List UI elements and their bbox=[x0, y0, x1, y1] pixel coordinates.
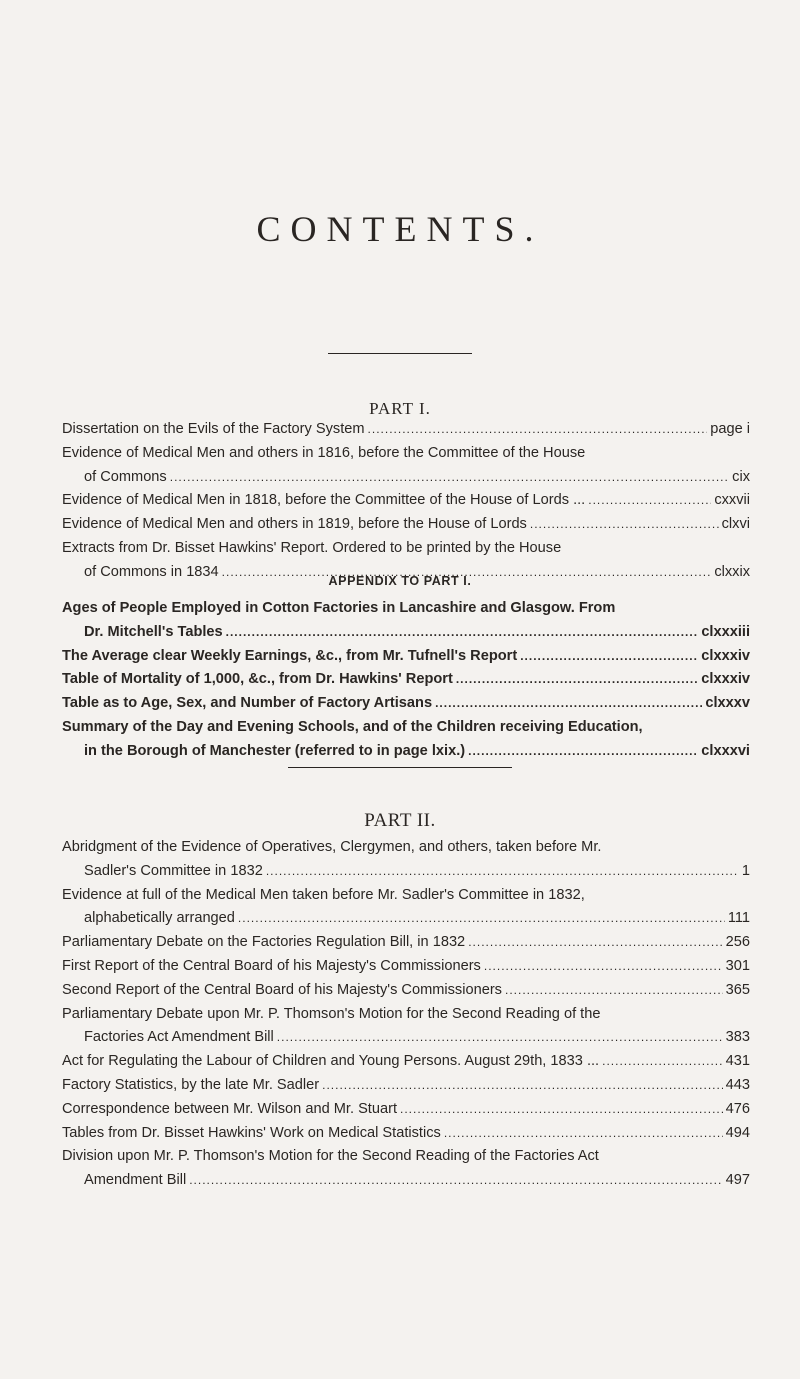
toc-page-number: 301 bbox=[725, 957, 750, 974]
dot-leader bbox=[322, 1074, 723, 1098]
part2-heading: PART II. bbox=[364, 810, 436, 831]
toc-entry-line bbox=[62, 1050, 750, 1074]
dot-leader bbox=[266, 860, 739, 884]
dot-leader bbox=[189, 1169, 722, 1193]
toc-entry-text: of Commons bbox=[84, 468, 167, 485]
toc-entry-line bbox=[62, 716, 750, 740]
toc-entry bbox=[62, 513, 750, 537]
toc-page-number: 383 bbox=[725, 1029, 750, 1046]
toc-entry-text: Dissertation on the Evils of the Factory System bbox=[62, 421, 365, 437]
toc-entry bbox=[62, 597, 750, 645]
toc-entry-text: Second Report of the Central Board of his Majesty's Commissioners bbox=[62, 981, 502, 998]
toc-entry-line bbox=[62, 884, 750, 908]
toc-page-number: clxvi bbox=[721, 516, 750, 533]
toc-entry-text: Ages of People Employed in Cotton Factories in Lancashire and Glasgow. From bbox=[62, 600, 616, 616]
toc-entry bbox=[62, 1145, 750, 1193]
toc-entry-text: Summary of the Day and Evening Schools, and of the Children receiving Education, bbox=[62, 718, 643, 735]
toc-entry-text: Factories Act Amendment Bill bbox=[84, 1029, 274, 1046]
toc-entry-text: Sadler's Committee in 1832 bbox=[84, 862, 263, 879]
toc-entry-line bbox=[62, 668, 750, 692]
toc-entry-text: Factory Statistics, by the late Mr. Sadler bbox=[62, 1076, 320, 1093]
toc-entry bbox=[62, 489, 750, 513]
toc-entry-text: First Report of the Central Board of his Majesty's Commissioners bbox=[62, 957, 481, 974]
dot-leader bbox=[368, 418, 708, 442]
toc-entry bbox=[62, 418, 750, 442]
toc-entry-line bbox=[62, 907, 750, 931]
toc-entry-text: Dr. Mitchell's Tables bbox=[84, 623, 223, 640]
divider-middle bbox=[288, 767, 512, 768]
toc-entry-line bbox=[62, 442, 750, 466]
toc-entry bbox=[62, 836, 750, 884]
toc-entry-text: in the Borough of Manchester (referred to in page lxix.) bbox=[84, 742, 466, 759]
toc-entry-text: Table of Mortality of 1,000, &c., from Dr. Hawkins' Report bbox=[62, 671, 453, 688]
toc-page-number: 494 bbox=[725, 1124, 750, 1141]
toc-entry-line bbox=[62, 931, 750, 955]
toc-entry bbox=[62, 668, 750, 692]
dot-leader bbox=[400, 1098, 723, 1122]
toc-entry bbox=[62, 645, 750, 669]
toc-entry-text: Evidence of Medical Men and others in 1819, before the House of Lords bbox=[62, 516, 527, 533]
toc-entry-text: Amendment Bill bbox=[84, 1172, 187, 1189]
toc-entry-line bbox=[62, 836, 750, 860]
toc-entry-line bbox=[62, 860, 750, 884]
toc-page-number: clxxxv bbox=[705, 695, 750, 712]
toc-entry-line bbox=[62, 955, 750, 979]
toc-entry-text: Evidence of Medical Men in 1818, before the Committee of the House of Lords ... bbox=[62, 492, 586, 509]
dot-leader bbox=[484, 955, 723, 979]
toc-entry bbox=[62, 1098, 750, 1122]
toc-entry-line bbox=[62, 466, 750, 490]
toc-entry-line bbox=[62, 740, 750, 764]
toc-entry-text: of Commons in 1834 bbox=[84, 563, 219, 580]
toc-entry-text: Evidence of Medical Men and others in 1816, before the Committee of the House bbox=[62, 444, 586, 461]
toc-entry-line bbox=[62, 1122, 750, 1146]
dot-leader bbox=[468, 740, 698, 764]
toc-page-number: clxxxvi bbox=[701, 742, 750, 759]
toc-entry bbox=[62, 931, 750, 955]
toc-entry-text: Parliamentary Debate upon Mr. P. Thomson's Motion for the Second Reading of the bbox=[62, 1005, 601, 1022]
toc-entry-line bbox=[62, 513, 750, 537]
toc-entry-line bbox=[62, 1003, 750, 1027]
toc-entry-line bbox=[62, 621, 750, 645]
toc-page-number: 431 bbox=[725, 1053, 750, 1070]
toc-entry bbox=[62, 1003, 750, 1051]
appendix-heading: APPENDIX TO PART I. bbox=[328, 574, 472, 588]
toc-entry-line bbox=[62, 1074, 750, 1098]
toc-page-number: 111 bbox=[727, 910, 750, 927]
toc-page-number: clxxix bbox=[714, 563, 750, 580]
toc-entry bbox=[62, 1074, 750, 1098]
toc-page-number: clxxxiii bbox=[701, 623, 750, 640]
part2-list bbox=[62, 836, 750, 1193]
dot-leader bbox=[520, 645, 698, 669]
toc-page-number: clxxxiv bbox=[701, 647, 750, 664]
toc-entry bbox=[62, 1122, 750, 1146]
appendix-list bbox=[62, 597, 750, 764]
toc-entry-line bbox=[62, 1169, 750, 1193]
toc-entry-text: Evidence at full of the Medical Men taken before Mr. Sadler's Committee in 1832, bbox=[62, 886, 585, 903]
toc-entry bbox=[62, 692, 750, 716]
toc-page-number: 1 bbox=[741, 862, 750, 879]
toc-entry bbox=[62, 955, 750, 979]
dot-leader bbox=[277, 1026, 723, 1050]
part1-list bbox=[62, 418, 750, 585]
toc-page-number: 476 bbox=[725, 1100, 750, 1117]
dot-leader bbox=[530, 513, 719, 537]
toc-page-number: 365 bbox=[725, 981, 750, 998]
toc-entry bbox=[62, 979, 750, 1003]
toc-entry-text: Correspondence between Mr. Wilson and Mr. Stuart bbox=[62, 1100, 398, 1117]
dot-leader bbox=[602, 1050, 723, 1074]
dot-leader bbox=[226, 621, 699, 645]
toc-entry bbox=[62, 884, 750, 932]
toc-entry-text: The Average clear Weekly Earnings, &c., from Mr. Tufnell's Report bbox=[62, 647, 518, 664]
toc-entry-line bbox=[62, 1026, 750, 1050]
toc-entry-text: Abridgment of the Evidence of Operatives, Clergymen, and others, taken before Mr. bbox=[62, 839, 602, 855]
dot-leader bbox=[505, 979, 723, 1003]
toc-entry bbox=[62, 442, 750, 490]
toc-page-number: 256 bbox=[725, 934, 750, 951]
dot-leader bbox=[468, 931, 722, 955]
toc-entry-text: Division upon Mr. P. Thomson's Motion for the Second Reading of the Factories Act bbox=[62, 1148, 599, 1165]
toc-entry-text: Extracts from Dr. Bisset Hawkins' Report. Ordered to be printed by the House bbox=[62, 539, 562, 556]
toc-entry-text: Tables from Dr. Bisset Hawkins' Work on Medical Statistics bbox=[62, 1124, 441, 1141]
toc-entry-line bbox=[62, 692, 750, 716]
toc-page-number: cix bbox=[732, 468, 750, 485]
toc-page-number: page i bbox=[710, 421, 750, 437]
toc-page-number: 443 bbox=[725, 1076, 750, 1093]
toc-entry-line bbox=[62, 537, 750, 561]
toc-entry-line bbox=[62, 418, 750, 442]
toc-entry-line bbox=[62, 1098, 750, 1122]
part1-heading: PART I. bbox=[369, 399, 431, 418]
toc-entry-line bbox=[62, 979, 750, 1003]
toc-entry bbox=[62, 1050, 750, 1074]
dot-leader bbox=[170, 466, 729, 490]
toc-entry-line bbox=[62, 645, 750, 669]
toc-entry-text: Parliamentary Debate on the Factories Regulation Bill, in 1832 bbox=[62, 934, 466, 951]
toc-entry bbox=[62, 716, 750, 764]
divider-top bbox=[328, 353, 472, 354]
toc-entry-text: Act for Regulating the Labour of Children and Young Persons. August 29th, 1833 ... bbox=[62, 1053, 600, 1070]
page-title: CONTENTS. bbox=[256, 209, 544, 249]
dot-leader bbox=[588, 489, 711, 513]
toc-page-number: clxxxiv bbox=[701, 671, 750, 688]
dot-leader bbox=[435, 692, 702, 716]
toc-entry-text: alphabetically arranged bbox=[84, 910, 235, 927]
dot-leader bbox=[238, 907, 725, 931]
toc-entry-line bbox=[62, 1145, 750, 1169]
toc-entry-text: Table as to Age, Sex, and Number of Factory Artisans bbox=[62, 695, 433, 712]
toc-page-number: 497 bbox=[725, 1172, 750, 1189]
toc-entry-line bbox=[62, 597, 750, 621]
dot-leader bbox=[456, 668, 698, 692]
toc-page-number: cxxvii bbox=[714, 492, 750, 509]
toc-entry-line bbox=[62, 489, 750, 513]
dot-leader bbox=[444, 1122, 723, 1146]
